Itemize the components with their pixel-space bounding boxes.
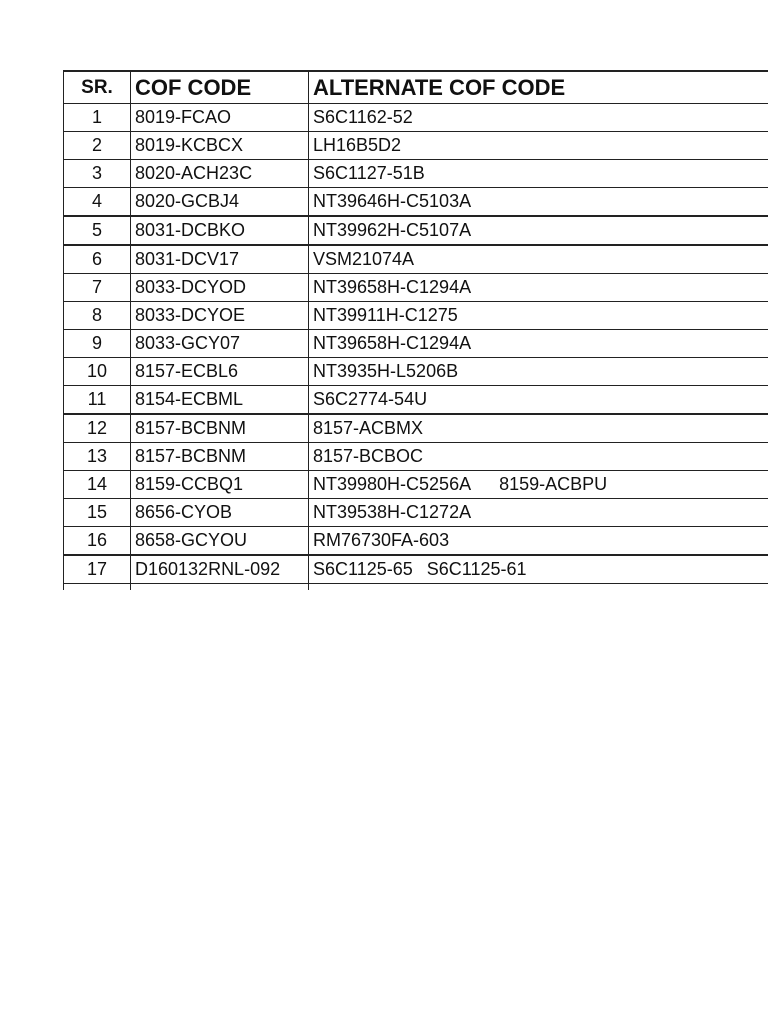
cell-cof-code: 8154-ECBML: [131, 386, 309, 415]
alternate-code-primary: NT39980H-C5256A: [313, 474, 472, 494]
cell-sr: 13: [64, 443, 131, 471]
spreadsheet-page: [63, 70, 768, 584]
header-cof-code: COF CODE: [131, 71, 309, 104]
gridline-stub: [308, 584, 309, 590]
cell-alternate-code: RM76730FA-603: [309, 527, 768, 556]
cell-sr: 4: [64, 188, 131, 217]
cell-alternate-code: LH16B5D2: [309, 132, 768, 160]
cell-cof-code: 8658-GCYOU: [131, 527, 309, 556]
table-row: [64, 527, 768, 556]
cell-cof-code: 8020-GCBJ4: [131, 188, 309, 217]
cell-alternate-code: NT39962H-C5107A: [309, 216, 768, 245]
table-row: [64, 160, 768, 188]
cell-alternate-code: NT3935H-L5206B: [309, 358, 768, 386]
gridline-stub: [63, 584, 64, 590]
table-row: [64, 499, 768, 527]
table-row: [64, 188, 768, 217]
table-row: [64, 443, 768, 471]
table-row: [64, 302, 768, 330]
cell-cof-code: 8157-BCBNM: [131, 443, 309, 471]
cell-cof-code: D160132RNL-092: [131, 555, 309, 584]
alternate-code-secondary: S6C1125-61: [426, 559, 527, 579]
alternate-code-primary: S6C1125-65: [313, 559, 413, 579]
cell-sr: 6: [64, 245, 131, 274]
cell-alternate-code: S6C2774-54U: [309, 386, 768, 415]
cof-code-table: [63, 70, 768, 584]
cell-alternate-code: NT39646H-C5103A: [309, 188, 768, 217]
cell-cof-code: 8033-GCY07: [131, 330, 309, 358]
cell-sr: 17: [64, 555, 131, 584]
cell-sr: 1: [64, 104, 131, 132]
cell-cof-code: 8019-KCBCX: [131, 132, 309, 160]
cell-cof-code: 8031-DCBKO: [131, 216, 309, 245]
alternate-code-secondary: 8159-ACBPU: [499, 474, 608, 494]
table-row: [64, 104, 768, 132]
cell-sr: 7: [64, 274, 131, 302]
cell-sr: 9: [64, 330, 131, 358]
cell-alternate-code: 8157-ACBMX: [309, 414, 768, 443]
cell-sr: 11: [64, 386, 131, 415]
table-row: [64, 358, 768, 386]
cell-alternate-code: S6C1127-51B: [309, 160, 768, 188]
table-row: [64, 555, 768, 584]
cell-sr: 5: [64, 216, 131, 245]
gridline-stub: [130, 584, 131, 590]
cell-alternate-code: NT39658H-C1294A: [309, 330, 768, 358]
cell-cof-code: 8157-BCBNM: [131, 414, 309, 443]
cell-alternate-code: 8157-BCBOC: [309, 443, 768, 471]
cell-sr: 8: [64, 302, 131, 330]
header-sr: SR.: [64, 71, 131, 104]
header-alternate-cof-code: ALTERNATE COF CODE: [309, 71, 768, 104]
cell-cof-code: 8031-DCV17: [131, 245, 309, 274]
cell-cof-code: 8033-DCYOD: [131, 274, 309, 302]
cell-alternate-code: [309, 555, 768, 584]
cell-sr: 16: [64, 527, 131, 556]
cell-alternate-code: [309, 471, 768, 499]
table-row: [64, 386, 768, 415]
cut-off-row-gridlines: [63, 584, 768, 590]
cell-cof-code: 8159-CCBQ1: [131, 471, 309, 499]
table-row: [64, 216, 768, 245]
cell-cof-code: 8033-DCYOE: [131, 302, 309, 330]
table-row: [64, 471, 768, 499]
cell-sr: 12: [64, 414, 131, 443]
table-row: [64, 274, 768, 302]
table-row: [64, 330, 768, 358]
cell-alternate-code: VSM21074A: [309, 245, 768, 274]
cell-alternate-code: NT39538H-C1272A: [309, 499, 768, 527]
cell-sr: 2: [64, 132, 131, 160]
cell-sr: 14: [64, 471, 131, 499]
cell-cof-code: 8656-CYOB: [131, 499, 309, 527]
cell-cof-code: 8019-FCAO: [131, 104, 309, 132]
table-row: [64, 414, 768, 443]
cell-alternate-code: NT39658H-C1294A: [309, 274, 768, 302]
table-row: [64, 132, 768, 160]
cell-cof-code: 8157-ECBL6: [131, 358, 309, 386]
cell-sr: 10: [64, 358, 131, 386]
cell-cof-code: 8020-ACH23C: [131, 160, 309, 188]
cell-alternate-code: S6C1162-52: [309, 104, 768, 132]
cell-sr: 3: [64, 160, 131, 188]
cell-alternate-code: NT39911H-C1275: [309, 302, 768, 330]
cell-sr: 15: [64, 499, 131, 527]
table-row: [64, 245, 768, 274]
header-row: [64, 71, 768, 104]
